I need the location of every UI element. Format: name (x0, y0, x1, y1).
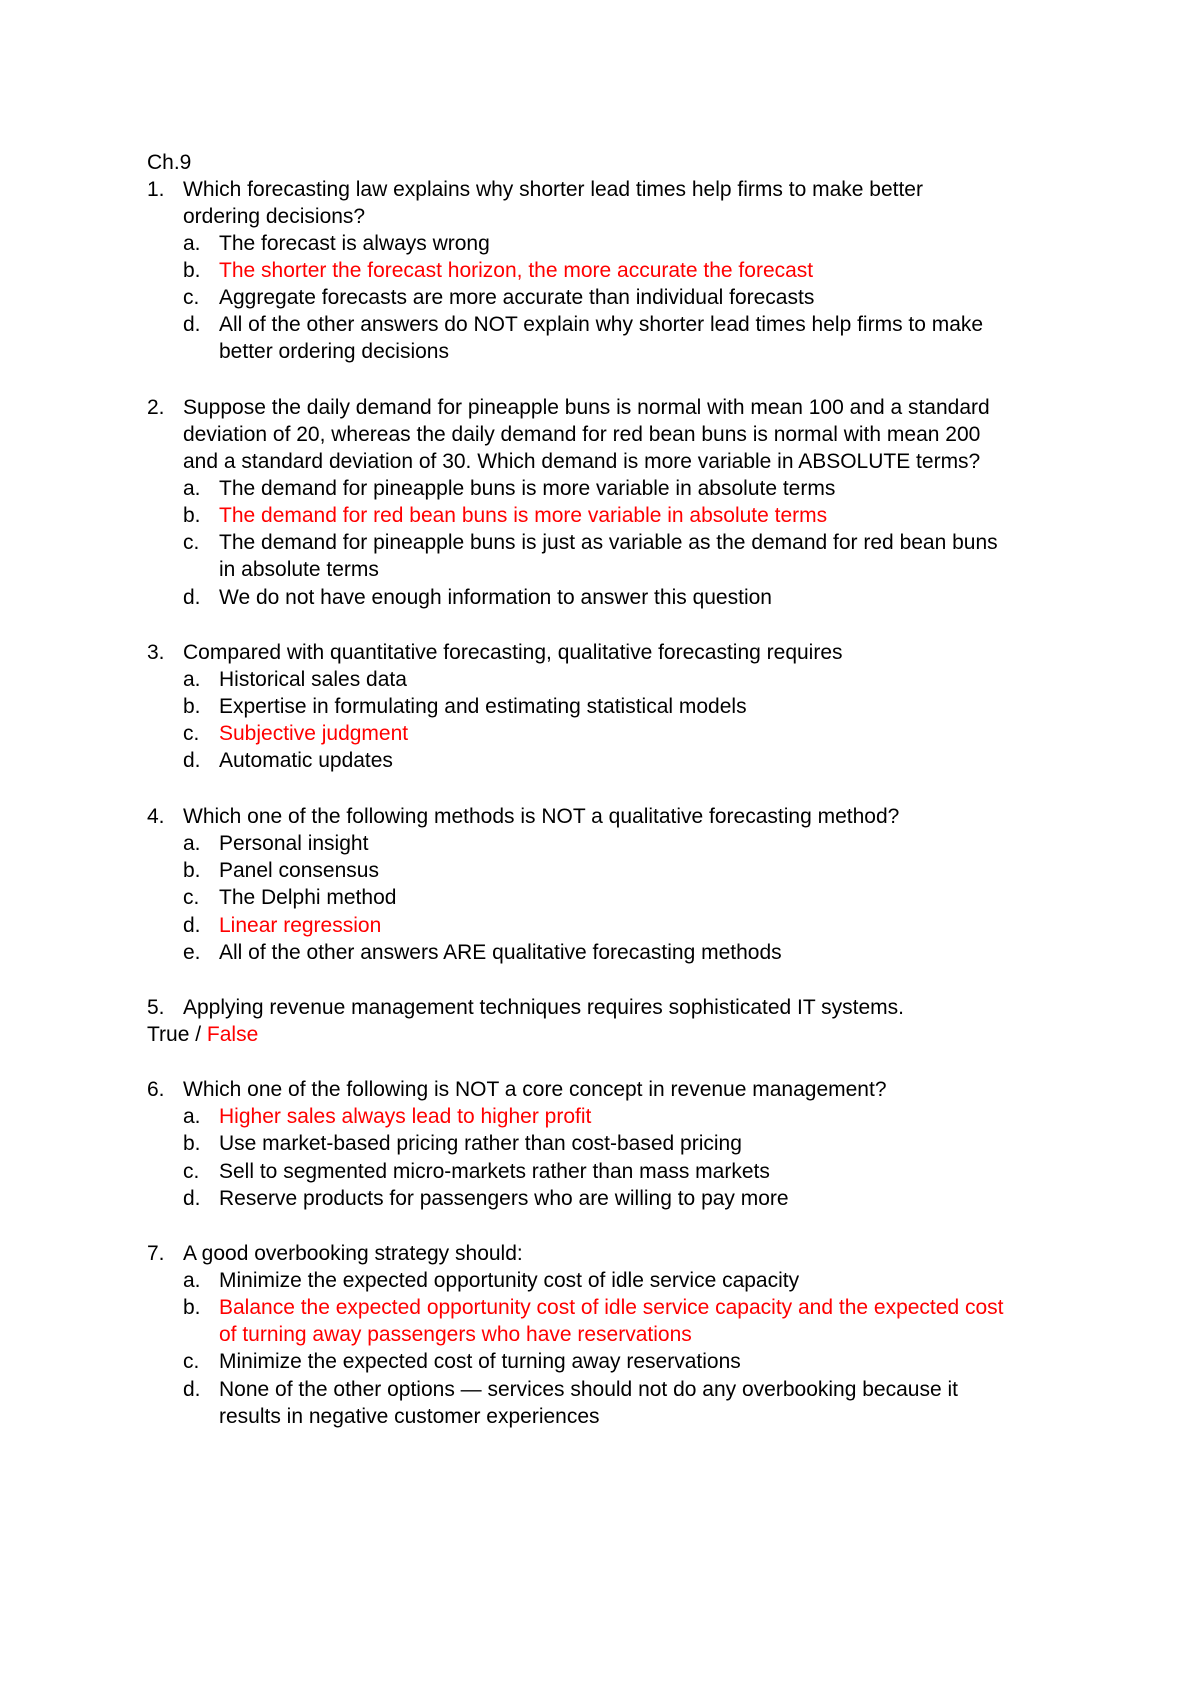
question-number: 1. (147, 178, 165, 201)
question-text: Compared with quantitative forecasting, qualitative forecasting requires (183, 641, 843, 664)
option-letter: d. (183, 1378, 201, 1401)
option-text: All of the other answers do NOT explain why shorter lead times help firms to make (219, 313, 984, 336)
option-text: Balance the expected opportunity cost of idle service capacity and the expected cost (219, 1296, 1004, 1319)
option-text: Aggregate forecasts are more accurate than individual forecasts (219, 286, 815, 309)
option-text: results in negative customer experiences (219, 1405, 600, 1428)
option-text: in absolute terms (219, 558, 379, 581)
option-letter: d. (183, 586, 201, 609)
option-letter: c. (183, 286, 200, 309)
option-letter: b. (183, 1296, 201, 1319)
option-letter: d. (183, 914, 201, 937)
question-number: 4. (147, 805, 165, 828)
option-text: The shorter the forecast horizon, the more accurate the forecast (219, 259, 814, 282)
option-letter: c. (183, 886, 200, 909)
question-number: 7. (147, 1242, 165, 1265)
option-text: Automatic updates (219, 749, 393, 772)
option-text: Higher sales always lead to higher profit (219, 1105, 592, 1128)
option-text: We do not have enough information to answer this question (219, 586, 772, 609)
option-letter: a. (183, 1105, 201, 1128)
option-text: The demand for red bean buns is more variable in absolute terms (219, 504, 828, 527)
question-text: Suppose the daily demand for pineapple buns is normal with mean 100 and a standard (183, 396, 990, 419)
option-letter: a. (183, 477, 201, 500)
question-text: A good overbooking strategy should: (183, 1242, 523, 1265)
question-text: Which forecasting law explains why shorter lead times help firms to make better (183, 178, 923, 201)
option-letter: c. (183, 531, 200, 554)
option-letter: d. (183, 1187, 201, 1210)
option-text: of turning away passengers who have reservations (219, 1323, 692, 1346)
true-false-answer (147, 1020, 258, 1050)
option-text: The demand for pineapple buns is more variable in absolute terms (219, 477, 836, 500)
option-text: Minimize the expected cost of turning away reservations (219, 1350, 741, 1373)
option-text: Historical sales data (219, 668, 407, 691)
option-letter: c. (183, 722, 200, 745)
option-text: Linear regression (219, 914, 382, 937)
option-letter: b. (183, 695, 201, 718)
option-text: The Delphi method (219, 886, 397, 909)
option-text: Personal insight (219, 832, 369, 855)
chapter-heading: Ch.9 (147, 151, 192, 174)
question-number: 3. (147, 641, 165, 664)
option-text: Panel consensus (219, 859, 379, 882)
question-number: 2. (147, 396, 165, 419)
option-text: Subjective judgment (219, 722, 409, 745)
option-text: The forecast is always wrong (219, 232, 490, 255)
true-label: True / (147, 1023, 202, 1046)
option-text: All of the other answers ARE qualitative forecasting methods (219, 941, 782, 964)
option-letter: e. (183, 941, 201, 964)
option-text: Reserve products for passengers who are willing to pay more (219, 1187, 789, 1210)
option-text: None of the other options — services should not do any overbooking because it (219, 1378, 958, 1401)
option-letter: a. (183, 832, 201, 855)
option-text: Minimize the expected opportunity cost of idle service capacity (219, 1269, 800, 1292)
option-text: Sell to segmented micro-markets rather than mass markets (219, 1160, 770, 1183)
option-letter: b. (183, 859, 201, 882)
option-letter: b. (183, 504, 201, 527)
question-text: Applying revenue management techniques requires sophisticated IT systems. (183, 996, 905, 1019)
option-letter: c. (183, 1160, 200, 1183)
false-label-correct-answer: False (206, 1023, 259, 1046)
question-number: 5. (147, 996, 165, 1019)
option-text: Expertise in formulating and estimating statistical models (219, 695, 747, 718)
option-text: The demand for pineapple buns is just as variable as the demand for red bean buns (219, 531, 998, 554)
option-letter: b. (183, 1132, 201, 1155)
question-text: Which one of the following is NOT a core concept in revenue management? (183, 1078, 887, 1101)
option-letter: d. (183, 749, 201, 772)
option-letter: d. (183, 313, 201, 336)
option-letter: b. (183, 259, 201, 282)
question-text: ordering decisions? (183, 205, 366, 228)
option-letter: a. (183, 668, 201, 691)
option-letter: a. (183, 1269, 201, 1292)
question-number: 6. (147, 1078, 165, 1101)
option-letter: c. (183, 1350, 200, 1373)
option-text: Use market-based pricing rather than cost-based pricing (219, 1132, 742, 1155)
option-letter: a. (183, 232, 201, 255)
question-text: deviation of 20, whereas the daily demand for red bean buns is normal with mean 200 (183, 423, 981, 446)
question-text: Which one of the following methods is NOT a qualitative forecasting method? (183, 805, 900, 828)
option-text: better ordering decisions (219, 340, 449, 363)
question-text: and a standard deviation of 30. Which demand is more variable in ABSOLUTE terms? (183, 450, 981, 473)
